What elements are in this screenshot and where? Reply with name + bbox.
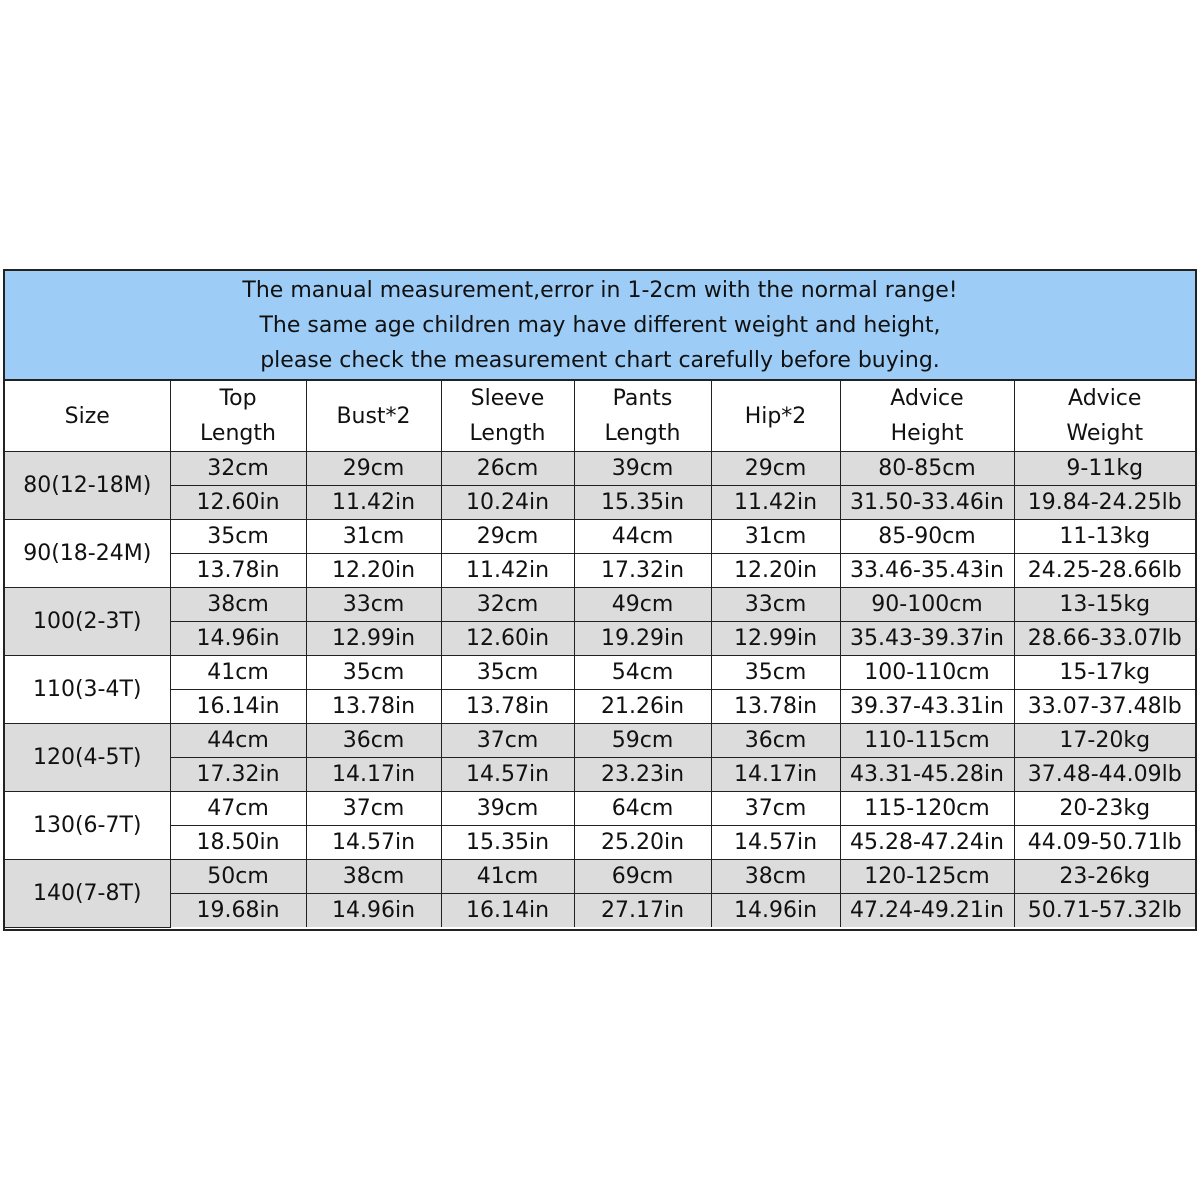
table-row xyxy=(5,860,1195,894)
measurement-cell: 38cm xyxy=(306,860,441,894)
measurement-cell: 38cm xyxy=(170,588,306,622)
table-row xyxy=(5,622,1195,656)
header-bust: Bust*2 xyxy=(306,381,441,452)
table-row xyxy=(5,894,1195,928)
notice-line: please check the measurement chart carefully before buying. xyxy=(260,347,940,373)
measurement-cell: 50.71-57.32lb xyxy=(1014,894,1195,928)
measurement-cell: 9-11kg xyxy=(1014,452,1195,486)
measurement-cell: 47cm xyxy=(170,792,306,826)
measurement-cell: 23.23in xyxy=(574,758,711,792)
measurement-cell: 45.28-47.24in xyxy=(840,826,1014,860)
measurement-cell: 12.60in xyxy=(441,622,574,656)
header-row xyxy=(5,381,1195,452)
measurement-cell: 29cm xyxy=(711,452,840,486)
size-cell: 110(3-4T) xyxy=(5,656,170,724)
table-row xyxy=(5,452,1195,486)
measurement-cell: 36cm xyxy=(306,724,441,758)
table-row xyxy=(5,486,1195,520)
table-row xyxy=(5,792,1195,826)
measurement-cell: 100-110cm xyxy=(840,656,1014,690)
measurement-cell: 16.14in xyxy=(170,690,306,724)
measurement-cell: 29cm xyxy=(306,452,441,486)
measurement-cell: 14.96in xyxy=(170,622,306,656)
measurement-cell: 31cm xyxy=(711,520,840,554)
header-size: Size xyxy=(5,381,170,452)
measurement-cell: 11.42in xyxy=(306,486,441,520)
size-cell: 90(18-24M) xyxy=(5,520,170,588)
measurement-cell: 17.32in xyxy=(170,758,306,792)
table-row xyxy=(5,554,1195,588)
measurement-notice xyxy=(5,271,1195,381)
measurement-cell: 19.68in xyxy=(170,894,306,928)
size-cell: 80(12-18M) xyxy=(5,452,170,520)
table-row xyxy=(5,758,1195,792)
header-top-length: Top Length xyxy=(170,381,306,452)
header-sleeve-length: Sleeve Length xyxy=(441,381,574,452)
measurement-cell: 33cm xyxy=(711,588,840,622)
size-table xyxy=(5,381,1195,928)
measurement-cell: 36cm xyxy=(711,724,840,758)
table-row xyxy=(5,724,1195,758)
measurement-cell: 44.09-50.71lb xyxy=(1014,826,1195,860)
measurement-cell: 31cm xyxy=(306,520,441,554)
size-cell: 140(7-8T) xyxy=(5,860,170,928)
measurement-cell: 54cm xyxy=(574,656,711,690)
measurement-cell: 10.24in xyxy=(441,486,574,520)
measurement-cell: 115-120cm xyxy=(840,792,1014,826)
notice-line: The manual measurement,error in 1-2cm with the normal range! xyxy=(242,277,958,303)
measurement-cell: 41cm xyxy=(441,860,574,894)
measurement-cell: 12.20in xyxy=(306,554,441,588)
measurement-cell: 14.57in xyxy=(441,758,574,792)
notice-line: The same age children may have different weight and height, xyxy=(259,312,941,338)
measurement-cell: 17-20kg xyxy=(1014,724,1195,758)
measurement-cell: 31.50-33.46in xyxy=(840,486,1014,520)
measurement-cell: 64cm xyxy=(574,792,711,826)
measurement-cell: 11.42in xyxy=(441,554,574,588)
measurement-cell: 33.07-37.48lb xyxy=(1014,690,1195,724)
measurement-cell: 11-13kg xyxy=(1014,520,1195,554)
measurement-cell: 12.20in xyxy=(711,554,840,588)
measurement-cell: 27.17in xyxy=(574,894,711,928)
size-cell: 100(2-3T) xyxy=(5,588,170,656)
measurement-cell: 37cm xyxy=(441,724,574,758)
measurement-cell: 90-100cm xyxy=(840,588,1014,622)
measurement-cell: 18.50in xyxy=(170,826,306,860)
measurement-cell: 37cm xyxy=(711,792,840,826)
measurement-cell: 35.43-39.37in xyxy=(840,622,1014,656)
measurement-cell: 14.96in xyxy=(711,894,840,928)
measurement-cell: 41cm xyxy=(170,656,306,690)
table-row xyxy=(5,656,1195,690)
measurement-cell: 35cm xyxy=(441,656,574,690)
measurement-cell: 39cm xyxy=(441,792,574,826)
measurement-cell: 35cm xyxy=(306,656,441,690)
measurement-cell: 33cm xyxy=(306,588,441,622)
measurement-cell: 28.66-33.07lb xyxy=(1014,622,1195,656)
measurement-cell: 44cm xyxy=(170,724,306,758)
measurement-cell: 11.42in xyxy=(711,486,840,520)
header-hip: Hip*2 xyxy=(711,381,840,452)
measurement-cell: 85-90cm xyxy=(840,520,1014,554)
measurement-cell: 39cm xyxy=(574,452,711,486)
measurement-cell: 39.37-43.31in xyxy=(840,690,1014,724)
measurement-cell: 49cm xyxy=(574,588,711,622)
measurement-cell: 14.17in xyxy=(711,758,840,792)
measurement-cell: 12.60in xyxy=(170,486,306,520)
size-cell: 130(6-7T) xyxy=(5,792,170,860)
measurement-cell: 13.78in xyxy=(170,554,306,588)
measurement-cell: 32cm xyxy=(441,588,574,622)
measurement-cell: 25.20in xyxy=(574,826,711,860)
measurement-cell: 29cm xyxy=(441,520,574,554)
measurement-cell: 110-115cm xyxy=(840,724,1014,758)
size-chart xyxy=(3,269,1197,931)
measurement-cell: 13-15kg xyxy=(1014,588,1195,622)
measurement-cell: 32cm xyxy=(170,452,306,486)
header-advice-height: Advice Height xyxy=(840,381,1014,452)
measurement-cell: 14.57in xyxy=(711,826,840,860)
size-cell: 120(4-5T) xyxy=(5,724,170,792)
measurement-cell: 26cm xyxy=(441,452,574,486)
measurement-cell: 59cm xyxy=(574,724,711,758)
measurement-cell: 19.84-24.25lb xyxy=(1014,486,1195,520)
header-pants-length: Pants Length xyxy=(574,381,711,452)
measurement-cell: 38cm xyxy=(711,860,840,894)
table-row xyxy=(5,826,1195,860)
measurement-cell: 33.46-35.43in xyxy=(840,554,1014,588)
measurement-cell: 15.35in xyxy=(574,486,711,520)
measurement-cell: 50cm xyxy=(170,860,306,894)
measurement-cell: 37cm xyxy=(306,792,441,826)
header-advice-weight: Advice Weight xyxy=(1014,381,1195,452)
table-row xyxy=(5,690,1195,724)
measurement-cell: 24.25-28.66lb xyxy=(1014,554,1195,588)
measurement-cell: 120-125cm xyxy=(840,860,1014,894)
measurement-cell: 47.24-49.21in xyxy=(840,894,1014,928)
measurement-cell: 15.35in xyxy=(441,826,574,860)
measurement-cell: 17.32in xyxy=(574,554,711,588)
measurement-cell: 13.78in xyxy=(306,690,441,724)
measurement-cell: 16.14in xyxy=(441,894,574,928)
measurement-cell: 13.78in xyxy=(711,690,840,724)
measurement-cell: 21.26in xyxy=(574,690,711,724)
table-row xyxy=(5,588,1195,622)
measurement-cell: 12.99in xyxy=(711,622,840,656)
measurement-cell: 20-23kg xyxy=(1014,792,1195,826)
measurement-cell: 37.48-44.09lb xyxy=(1014,758,1195,792)
measurement-cell: 19.29in xyxy=(574,622,711,656)
table-row xyxy=(5,520,1195,554)
measurement-cell: 14.96in xyxy=(306,894,441,928)
measurement-cell: 80-85cm xyxy=(840,452,1014,486)
measurement-cell: 44cm xyxy=(574,520,711,554)
measurement-cell: 13.78in xyxy=(441,690,574,724)
measurement-cell: 14.57in xyxy=(306,826,441,860)
measurement-cell: 23-26kg xyxy=(1014,860,1195,894)
measurement-cell: 35cm xyxy=(711,656,840,690)
measurement-cell: 69cm xyxy=(574,860,711,894)
measurement-cell: 43.31-45.28in xyxy=(840,758,1014,792)
measurement-cell: 35cm xyxy=(170,520,306,554)
measurement-cell: 15-17kg xyxy=(1014,656,1195,690)
measurement-cell: 12.99in xyxy=(306,622,441,656)
measurement-cell: 14.17in xyxy=(306,758,441,792)
